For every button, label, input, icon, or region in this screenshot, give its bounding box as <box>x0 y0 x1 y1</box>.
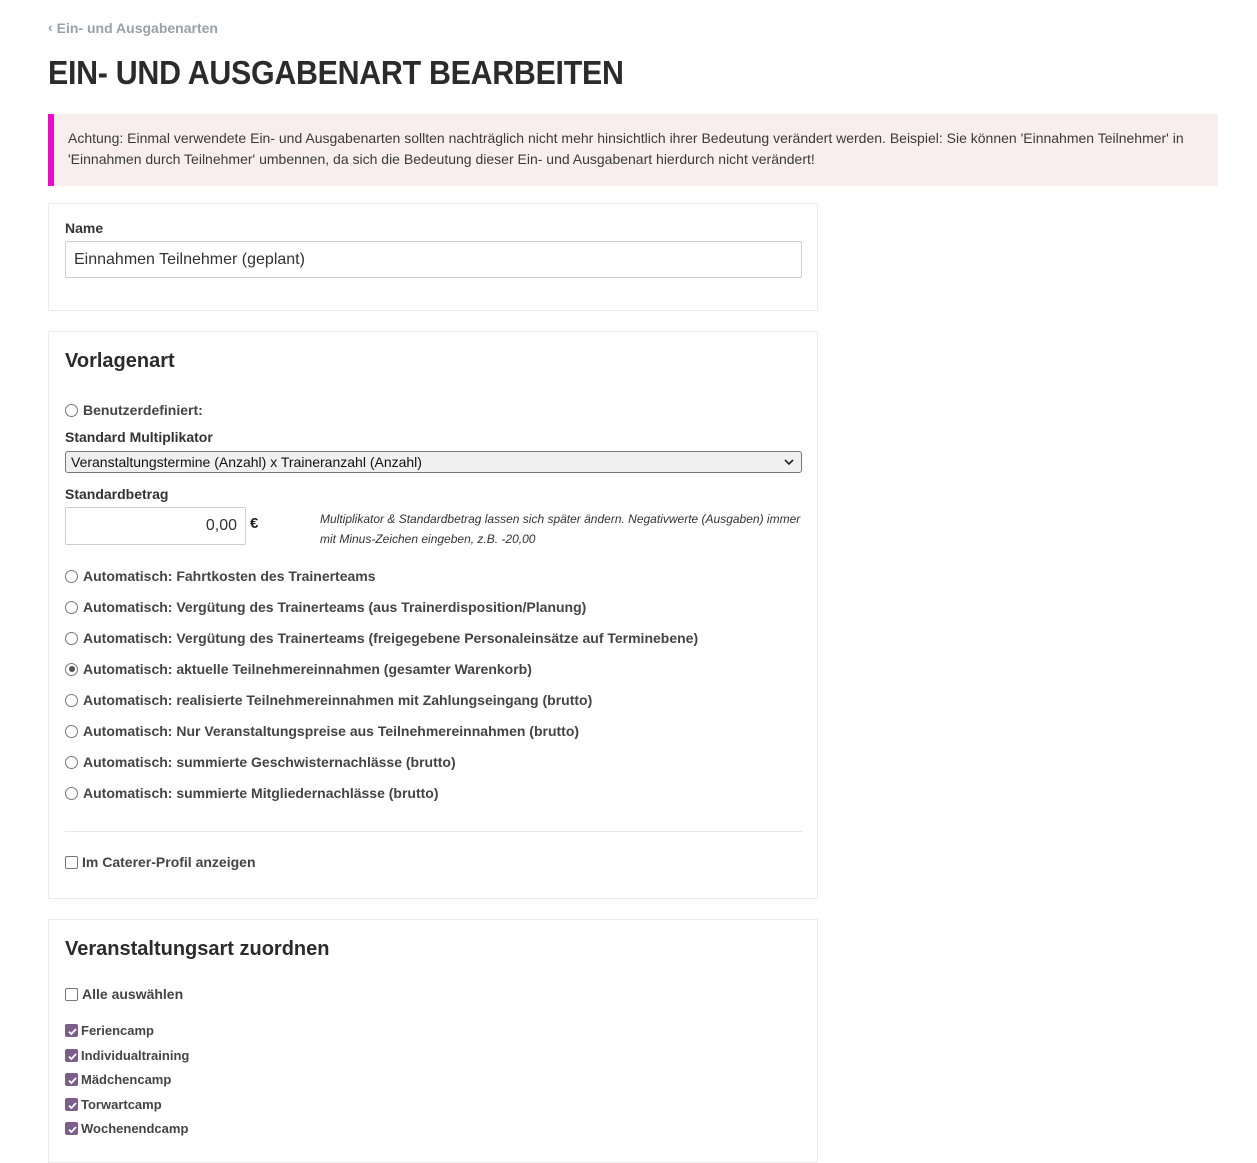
page-title: EIN- UND AUSGABENART BEARBEITEN <box>48 54 624 91</box>
checkmark-icon <box>67 1075 78 1086</box>
radio-button[interactable] <box>65 787 78 800</box>
radio-custom-label: Benutzerdefiniert: <box>83 402 203 418</box>
veranstaltungsart-item[interactable] <box>65 1121 188 1136</box>
veranstaltungsart-item[interactable] <box>65 1072 171 1087</box>
multiplier-selected-value: Veranstaltungstermine (Anzahl) x Traineranzahl (Anzahl) <box>71 454 422 470</box>
radio-button[interactable] <box>65 694 78 707</box>
radio-button[interactable] <box>65 632 78 645</box>
radio-option[interactable] <box>65 630 698 646</box>
currency-symbol: € <box>250 515 259 532</box>
radio-option-label: Automatisch: Vergütung des Trainerteams (aus Trainerdisposition/Planung) <box>83 599 587 615</box>
chevron-down-icon <box>783 455 795 469</box>
multiplier-label: Standard Multiplikator <box>65 429 213 445</box>
checkmark-icon <box>67 1026 78 1037</box>
radio-option[interactable] <box>65 661 532 677</box>
radio-button[interactable] <box>65 725 78 738</box>
radio-option-label: Automatisch: realisierte Teilnehmereinnahmen mit Zahlungseingang (brutto) <box>83 692 593 708</box>
radio-option-label: Automatisch: Vergütung des Trainerteams (freigegebene Personaleinsätze auf Terminebene) <box>83 630 699 646</box>
select-all-label: Alle auswählen <box>82 986 184 1002</box>
radio-option-label: Automatisch: Fahrtkosten des Trainerteams <box>83 568 376 584</box>
name-card <box>48 203 818 311</box>
amount-label: Standardbetrag <box>65 486 169 502</box>
veranstaltungsart-label: Wochenendcamp <box>81 1121 189 1136</box>
veranstaltungsart-item[interactable] <box>65 1048 189 1063</box>
alert-text: Achtung: Einmal verwendete Ein- und Ausgabenarten sollten nachträglich nicht mehr hinsichtlich ihrer Bedeutung verändert werden. Beispiel: Sie können 'Einnahmen Teilnehmer' in 'Einnahmen durch Teilnehmer' umbennen, da sich die Bedeutung dieser Ein- und Ausgabenart hierdurch nicht verändert! <box>68 130 1184 167</box>
chevron-left-icon: ‹ <box>48 19 53 35</box>
caterer-checkbox-row[interactable] <box>65 854 256 870</box>
veranstaltungsart-label: Individualtraining <box>81 1047 190 1063</box>
radio-option[interactable] <box>65 568 376 584</box>
name-label: Name <box>65 220 104 236</box>
checkmark-icon <box>67 1124 78 1135</box>
divider <box>65 831 802 832</box>
breadcrumb-back-link[interactable] <box>48 20 218 36</box>
radio-button[interactable] <box>65 663 78 676</box>
amount-hint: Multiplikator & Standardbetrag lassen sich später ändern. Negativwerte (Ausgaben) immer mit Minus-Zeichen eingeben, z.B. -20,00 <box>320 512 801 546</box>
veranstaltungsart-item[interactable] <box>65 1023 154 1038</box>
radio-option[interactable] <box>65 785 439 801</box>
radio-option[interactable] <box>65 692 592 708</box>
checkbox[interactable] <box>65 1049 78 1062</box>
radio-option[interactable] <box>65 599 586 615</box>
radio-option-label: Automatisch: summierte Geschwisternachlässe (brutto) <box>83 754 456 770</box>
radio-option-label: Automatisch: Nur Veranstaltungspreise aus Teilnehmereinnahmen (brutto) <box>83 723 580 739</box>
radio-custom[interactable] <box>65 402 203 418</box>
vorlagenart-title: Vorlagenart <box>65 350 175 372</box>
veranstaltungsart-title: Veranstaltungsart zuordnen <box>65 938 330 960</box>
radio-option[interactable] <box>65 723 579 739</box>
checkbox[interactable] <box>65 988 78 1001</box>
radio-option-label: Automatisch: aktuelle Teilnehmereinnahmen (gesamter Warenkorb) <box>83 661 532 677</box>
breadcrumb-label: Ein- und Ausgabenarten <box>56 20 218 36</box>
radio-option[interactable] <box>65 754 456 770</box>
vorlagenart-card <box>48 331 818 899</box>
checkmark-icon <box>67 1051 78 1062</box>
checkbox[interactable] <box>65 1073 78 1086</box>
veranstaltungsart-label: Torwartcamp <box>81 1096 162 1112</box>
radio-button[interactable] <box>65 570 78 583</box>
checkbox[interactable] <box>65 1024 78 1037</box>
checkmark-icon <box>67 1100 78 1111</box>
multiplier-select[interactable] <box>65 451 802 473</box>
amount-input[interactable] <box>65 507 246 545</box>
select-all-checkbox-row[interactable] <box>65 986 183 1002</box>
warning-alert <box>48 114 1218 186</box>
veranstaltungsart-label: Feriencamp <box>81 1023 154 1038</box>
veranstaltungsart-card <box>48 919 818 1163</box>
name-input[interactable] <box>65 241 802 278</box>
veranstaltungsart-item[interactable] <box>65 1097 162 1112</box>
radio-button[interactable] <box>65 404 78 417</box>
radio-button[interactable] <box>65 601 78 614</box>
radio-button[interactable] <box>65 756 78 769</box>
checkbox[interactable] <box>65 1098 78 1111</box>
checkbox[interactable] <box>65 856 78 869</box>
radio-option-label: Automatisch: summierte Mitgliedernachlässe (brutto) <box>83 785 439 801</box>
caterer-label: Im Caterer-Profil anzeigen <box>82 854 256 870</box>
veranstaltungsart-label: Mädchencamp <box>81 1072 172 1087</box>
checkbox[interactable] <box>65 1122 78 1135</box>
